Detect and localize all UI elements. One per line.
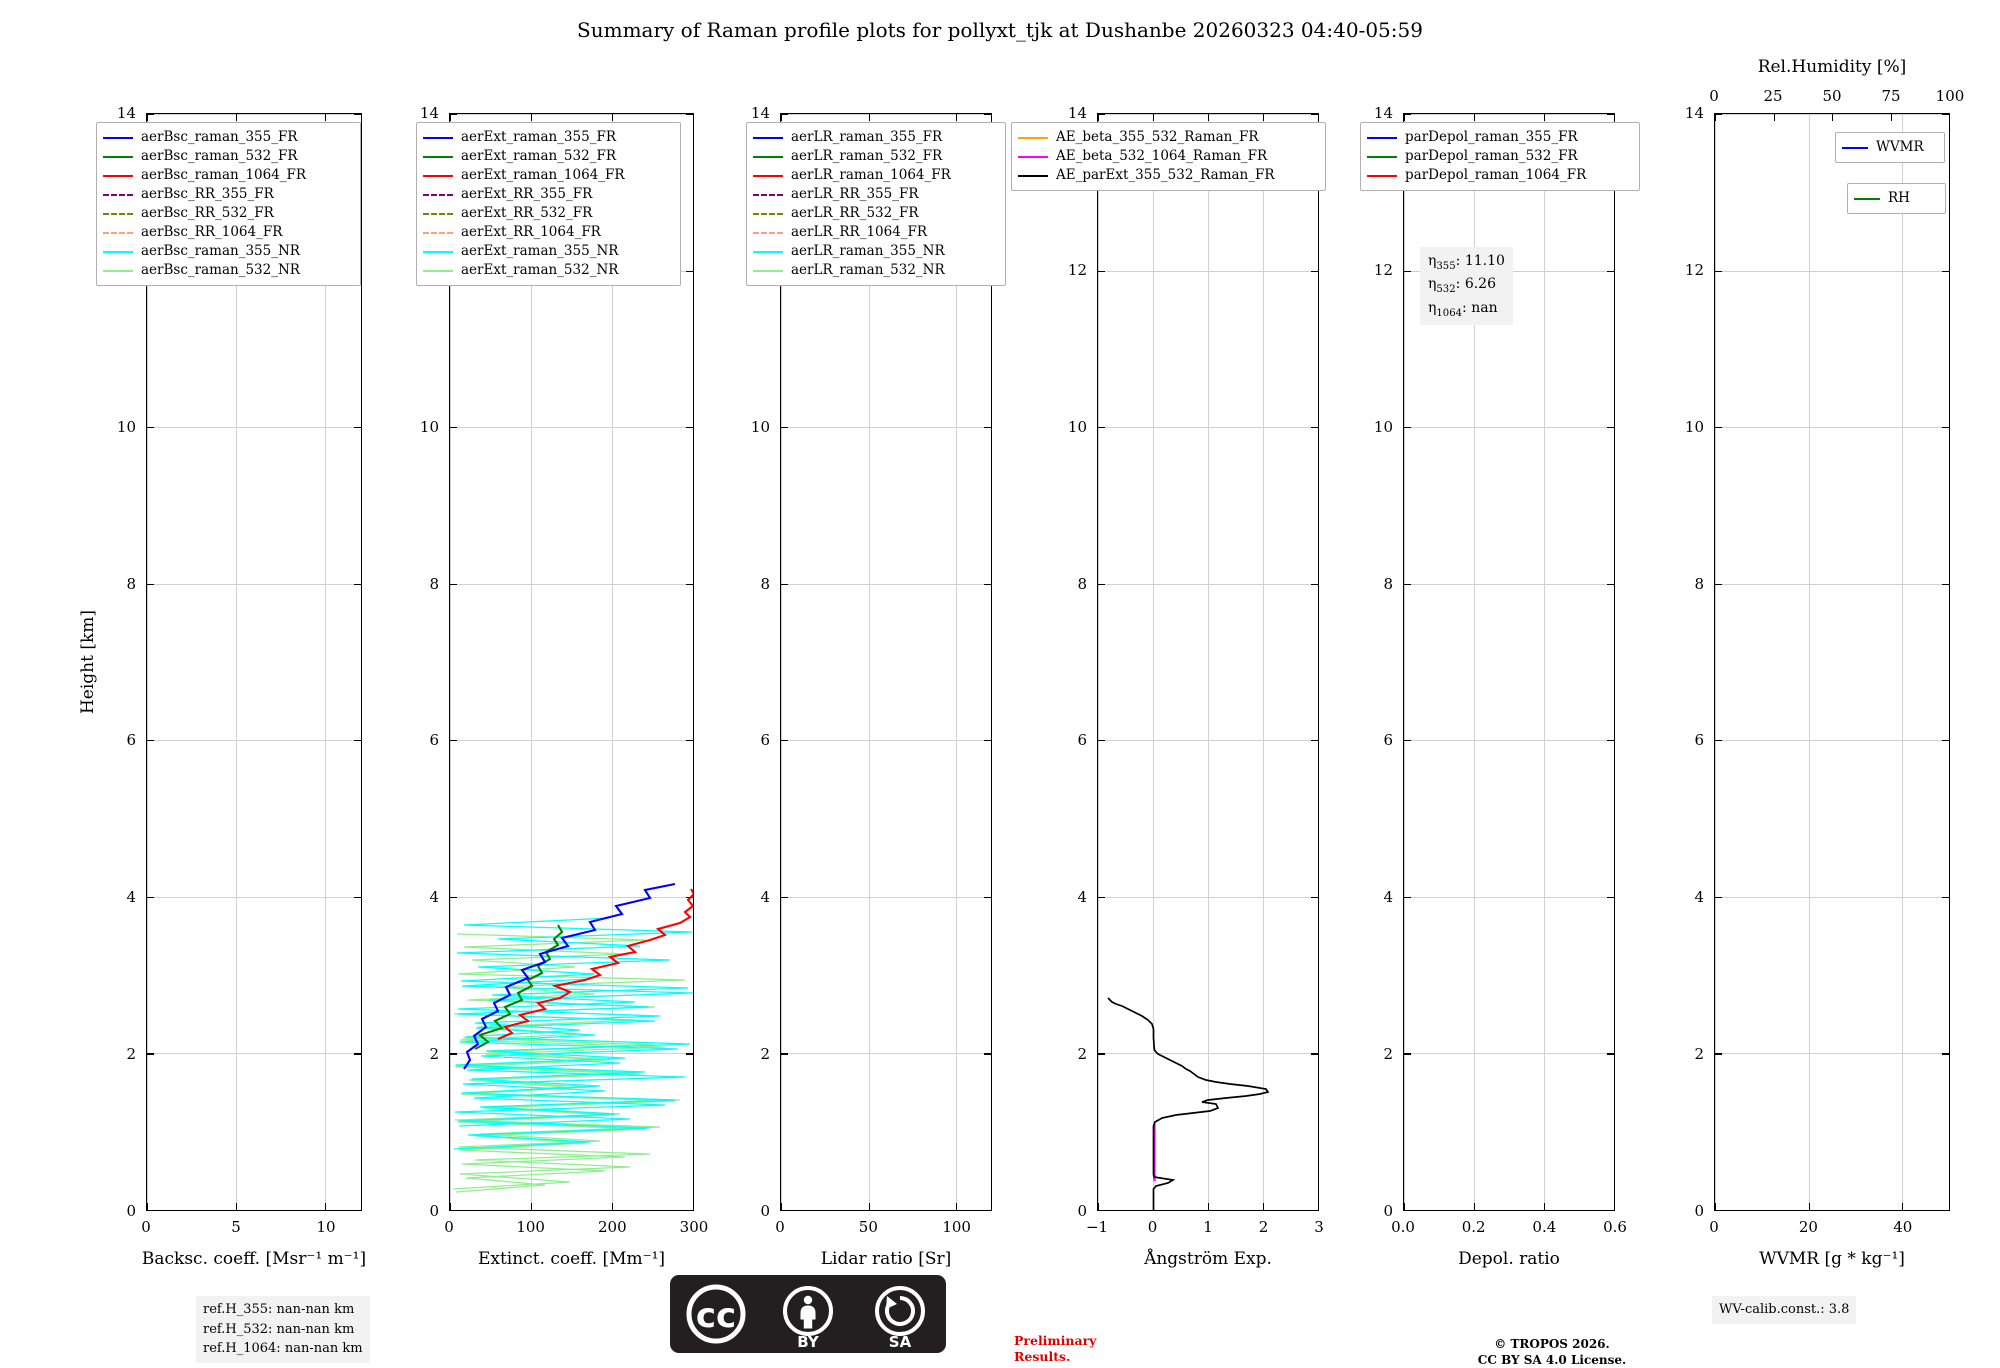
legend-swatch-icon xyxy=(423,156,453,158)
legend-swatch-icon xyxy=(423,175,453,177)
ytick-label: 12 xyxy=(1067,260,1087,279)
ytick-label: 10 xyxy=(1684,417,1704,436)
legend-swatch-icon xyxy=(423,194,453,196)
ytick-label: 6 xyxy=(760,731,770,750)
legend-item[interactable]: parDepol_raman_1064_FR xyxy=(1367,166,1632,185)
xtick-label: 20 xyxy=(1798,1218,1818,1236)
legend-swatch-icon xyxy=(103,270,133,272)
axis-title-wvmr: WVMR [g * kg⁻¹] xyxy=(1759,1249,1905,1269)
angstrom-data-lines xyxy=(1098,114,1319,1211)
axis-label-height: Height [km] xyxy=(78,609,98,715)
legend-item[interactable]: aerLR_raman_1064_FR xyxy=(753,166,998,185)
ytick-label: 14 xyxy=(750,104,770,122)
ytick-label: 4 xyxy=(1694,888,1704,907)
legend-swatch-icon xyxy=(103,194,133,196)
legend-item[interactable]: WVMR xyxy=(1842,138,1937,157)
preliminary-results-note: Preliminary Results. xyxy=(1014,1333,1097,1364)
axes-wvmr xyxy=(1714,113,1950,1211)
ytick-label: 0 xyxy=(1077,1202,1087,1220)
legend-item[interactable]: aerLR_raman_532_NR xyxy=(753,261,998,280)
legend-item[interactable]: aerBsc_raman_1064_FR xyxy=(103,166,353,185)
legend-swatch-icon xyxy=(103,156,133,158)
legend-swatch-icon xyxy=(1367,156,1397,158)
ytick-label: 2 xyxy=(1077,1045,1087,1064)
top-xtick-label: 25 xyxy=(1763,87,1783,105)
wv-calibration-box: WV-calib.const.: 3.8 xyxy=(1712,1296,1856,1324)
legend-item[interactable]: aerBsc_raman_532_FR xyxy=(103,147,353,166)
legend-item[interactable]: aerExt_RR_355_FR xyxy=(423,185,673,204)
legend-item[interactable]: AE_parExt_355_532_Raman_FR xyxy=(1018,166,1318,185)
xtick-label: 0 xyxy=(444,1218,454,1236)
xtick-label: 1 xyxy=(1203,1218,1213,1236)
ytick-label: 10 xyxy=(1067,417,1087,436)
legend-item[interactable]: aerLR_raman_532_FR xyxy=(753,147,998,166)
xtick-label: 0.6 xyxy=(1603,1218,1627,1236)
ytick-label: 8 xyxy=(1694,574,1704,593)
cc-sa-label: SA xyxy=(888,1333,912,1351)
legend-item[interactable]: aerExt_raman_355_FR xyxy=(423,128,673,147)
legend-swatch-icon xyxy=(103,251,133,253)
axis-title-lidar-ratio: Lidar ratio [Sr] xyxy=(820,1249,952,1269)
creative-commons-license-badge[interactable] xyxy=(670,1275,946,1353)
ytick-label: 0 xyxy=(126,1202,136,1220)
xtick-label: 100 xyxy=(942,1218,971,1236)
legend-swatch-icon xyxy=(753,175,783,177)
legend-relative-humidity xyxy=(1847,183,1946,214)
legend-item[interactable]: aerExt_raman_355_NR xyxy=(423,242,673,261)
ref-height-1064: ref.H_1064: nan-nan km xyxy=(203,1341,363,1356)
legend-swatch-icon xyxy=(753,251,783,253)
eta-532-line: $\eta_{532}$: 6.26 xyxy=(1428,276,1496,296)
ytick-label: 0 xyxy=(760,1202,770,1220)
ytick-label: 6 xyxy=(1077,731,1087,750)
ytick-label: 4 xyxy=(126,888,136,907)
legend-swatch-icon xyxy=(1018,175,1048,177)
legend-swatch-icon xyxy=(103,175,133,177)
ytick-label: 8 xyxy=(1383,574,1393,593)
top-xtick-label: 100 xyxy=(1935,87,1965,105)
legend-swatch-icon xyxy=(423,251,453,253)
svg-text:cc: cc xyxy=(695,1296,737,1336)
xtick-label: 0.0 xyxy=(1391,1218,1415,1236)
legend-item[interactable]: aerExt_raman_532_NR xyxy=(423,261,673,280)
xtick-label: 50 xyxy=(858,1218,878,1236)
ref-height-355: ref.H_355: nan-nan km xyxy=(203,1302,355,1317)
xtick-label: 0 xyxy=(1709,1218,1719,1236)
axis-title-depol-ratio: Depol. ratio xyxy=(1458,1249,1560,1269)
legend-angstrom xyxy=(1011,122,1326,191)
legend-swatch-icon xyxy=(753,270,783,272)
ytick-label: 8 xyxy=(126,574,136,593)
ytick-label: 12 xyxy=(1373,260,1393,279)
legend-swatch-icon xyxy=(103,137,133,139)
xtick-label: 5 xyxy=(231,1218,241,1236)
ytick-label: 12 xyxy=(1684,260,1704,279)
panel-depol-ratio xyxy=(1373,104,1627,1269)
reference-heights-box xyxy=(196,1296,370,1363)
legend-swatch-icon xyxy=(1854,198,1880,200)
legend-item[interactable]: aerBsc_raman_355_FR xyxy=(103,128,353,147)
legend-item[interactable]: aerExt_raman_1064_FR xyxy=(423,166,673,185)
legend-swatch-icon xyxy=(423,232,453,234)
legend-item[interactable]: aerLR_RR_1064_FR xyxy=(753,223,998,242)
xtick-label: 100 xyxy=(516,1218,545,1236)
panel-wvmr xyxy=(1684,57,1965,1269)
eta-1064-line: $\eta_{1064}$: nan xyxy=(1428,299,1498,319)
ytick-label: 8 xyxy=(1077,574,1087,593)
xtick-label: 3 xyxy=(1314,1218,1324,1236)
legend-item[interactable]: aerLR_raman_355_FR xyxy=(753,128,998,147)
ytick-label: 10 xyxy=(419,417,439,436)
legend-swatch-icon xyxy=(423,270,453,272)
ytick-label: 4 xyxy=(1383,888,1393,907)
legend-item[interactable]: parDepol_raman_355_FR xyxy=(1367,128,1632,147)
top-xtick-label: 0 xyxy=(1709,87,1719,105)
cc-logo-cell xyxy=(670,1275,762,1353)
xtick-label: 300 xyxy=(679,1218,709,1236)
xtick-label: 0 xyxy=(775,1218,785,1236)
axes-angstrom xyxy=(1097,113,1319,1211)
ytick-label: 6 xyxy=(126,731,136,750)
person-icon xyxy=(783,1286,833,1336)
legend-depol-ratio xyxy=(1360,122,1640,191)
legend-item[interactable]: RH xyxy=(1854,189,1938,208)
legend-swatch-icon xyxy=(423,137,453,139)
ytick-label: 14 xyxy=(1373,104,1393,122)
legend-item[interactable]: aerBsc_RR_1064_FR xyxy=(103,223,353,242)
xtick-label: 0.4 xyxy=(1532,1218,1557,1236)
legend-swatch-icon xyxy=(1842,147,1868,149)
xtick-label: 10 xyxy=(316,1218,336,1236)
axis-title-backscatter: Backsc. coeff. [Msr⁻¹ m⁻¹] xyxy=(141,1249,367,1269)
axis-title-relative-humidity: Rel.Humidity [%] xyxy=(1757,57,1907,77)
ytick-label: 6 xyxy=(1383,731,1393,750)
legend-swatch-icon xyxy=(1018,156,1048,158)
ref-height-532: ref.H_532: nan-nan km xyxy=(203,1321,355,1337)
ytick-label: 2 xyxy=(1694,1045,1704,1064)
legend-item[interactable]: aerBsc_RR_532_FR xyxy=(103,204,353,223)
ytick-label: 6 xyxy=(429,731,439,750)
ytick-label: 0 xyxy=(429,1202,439,1220)
ytick-label: 14 xyxy=(1684,104,1704,122)
ytick-label: 2 xyxy=(760,1045,770,1064)
ytick-label: 14 xyxy=(1067,104,1087,122)
eta-355-line: $\eta_{355}$: 11.10 xyxy=(1428,253,1505,272)
figure-title: Summary of Raman profile plots for pollyxt_tjk at Dushanbe 20260323 04:40-05:59 xyxy=(577,18,1423,42)
ytick-label: 4 xyxy=(429,888,439,907)
ytick-label: 4 xyxy=(1077,888,1087,907)
legend-item[interactable]: AE_beta_355_532_Raman_FR xyxy=(1018,128,1318,147)
cc-by-cell xyxy=(762,1275,854,1353)
ytick-label: 2 xyxy=(429,1045,439,1064)
ytick-label: 10 xyxy=(750,417,770,436)
legend-swatch-icon xyxy=(753,232,783,234)
legend-swatch-icon xyxy=(753,194,783,196)
legend-item[interactable]: parDepol_raman_532_FR xyxy=(1367,147,1632,166)
cc-sa-cell xyxy=(854,1275,946,1353)
legend-item[interactable]: aerBsc_raman_355_NR xyxy=(103,242,353,261)
legend-swatch-icon xyxy=(103,213,133,215)
ytick-label: 14 xyxy=(419,104,439,122)
axis-title-angstrom: Ångström Exp. xyxy=(1144,1249,1272,1269)
xtick-label: 0.2 xyxy=(1461,1218,1486,1236)
legend-swatch-icon xyxy=(753,156,783,158)
legend-lidar-ratio xyxy=(746,122,1006,286)
ytick-label: 10 xyxy=(116,417,136,436)
legend-item[interactable]: aerLR_RR_355_FR xyxy=(753,185,998,204)
ytick-label: 8 xyxy=(760,574,770,593)
legend-swatch-icon xyxy=(1018,137,1048,139)
ytick-label: 0 xyxy=(1383,1202,1393,1220)
legend-swatch-icon xyxy=(753,213,783,215)
axis-title-extinction: Extinct. coeff. [Mm⁻¹] xyxy=(477,1249,666,1269)
ytick-label: 2 xyxy=(126,1045,136,1064)
ytick-label: 14 xyxy=(116,104,136,122)
xtick-label: 2 xyxy=(1258,1218,1269,1236)
ytick-label: 0 xyxy=(1694,1202,1704,1220)
legend-swatch-icon xyxy=(753,137,783,139)
legend-swatch-icon xyxy=(1367,175,1397,177)
ytick-label: 2 xyxy=(1383,1045,1393,1064)
legend-item[interactable]: aerLR_RR_532_FR xyxy=(753,204,998,223)
xtick-label: 0 xyxy=(141,1218,151,1236)
legend-item[interactable]: aerBsc_raman_532_NR xyxy=(103,261,353,280)
xtick-label: 0 xyxy=(1147,1218,1158,1236)
legend-item[interactable]: aerLR_raman_355_NR xyxy=(753,242,998,261)
top-xtick-label: 50 xyxy=(1822,87,1842,105)
xtick-label: 200 xyxy=(598,1218,627,1236)
cc-circle-icon xyxy=(685,1283,747,1345)
ytick-label: 8 xyxy=(429,574,439,593)
share-alike-icon xyxy=(875,1286,925,1336)
legend-item[interactable]: AE_beta_532_1064_Raman_FR xyxy=(1018,147,1318,166)
legend-swatch-icon xyxy=(423,213,453,215)
ytick-label: 10 xyxy=(1373,417,1393,436)
cc-by-label: BY xyxy=(797,1333,819,1351)
legend-wvmr xyxy=(1835,132,1945,163)
ytick-label: 4 xyxy=(760,888,770,907)
legend-swatch-icon xyxy=(1367,137,1397,139)
legend-item[interactable]: aerExt_raman_532_FR xyxy=(423,147,673,166)
panel-angstrom xyxy=(1067,104,1324,1269)
legend-item[interactable]: aerExt_RR_1064_FR xyxy=(423,223,673,242)
xtick-label: −1 xyxy=(1085,1218,1109,1236)
copyright-note: © TROPOS 2026. CC BY SA 4.0 License. xyxy=(1477,1337,1627,1367)
legend-item[interactable]: aerBsc_RR_355_FR xyxy=(103,185,353,204)
legend-extinction xyxy=(416,122,681,286)
top-xtick-label: 75 xyxy=(1881,87,1901,105)
xtick-label: 40 xyxy=(1893,1218,1913,1236)
eta-annotation-box xyxy=(1420,247,1513,325)
legend-item[interactable]: aerExt_RR_532_FR xyxy=(423,204,673,223)
legend-backscatter xyxy=(96,122,361,286)
legend-swatch-icon xyxy=(103,232,133,234)
ytick-label: 6 xyxy=(1694,731,1704,750)
